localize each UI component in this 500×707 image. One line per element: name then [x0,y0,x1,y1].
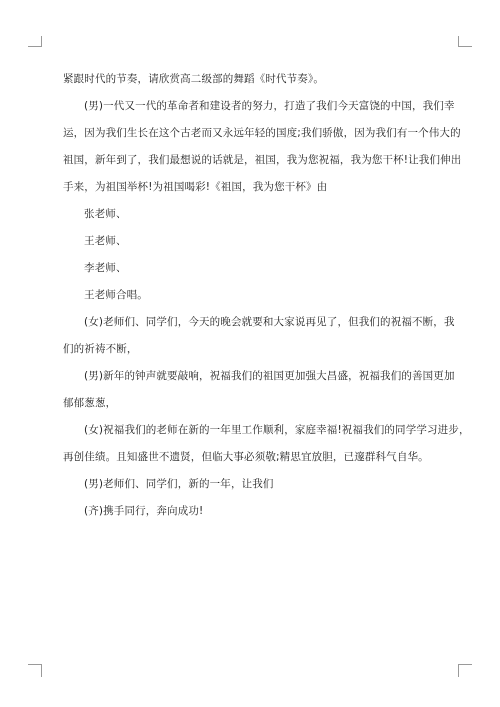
text-line: (齐)携手同行，奔向成功! [84,505,204,517]
text-line: 王老师合唱。 [84,289,148,301]
crop-mark-top-right [458,36,472,47]
text-line: (女)祝福我们的老师在新的一年里工作顺利，家庭幸福!祝福我们的同学学习进步， [84,424,470,436]
text-line: (男)一代又一代的革命者和建设者的努力，打造了我们今天富饶的中国，我们幸 [84,100,455,112]
text-line: 手来，为祖国举杯!为祖国喝彩!《祖国，我为您干杯》由 [63,181,328,193]
document-body [63,66,470,525]
text-line: 们的祈祷不断， [63,343,138,355]
text-line: 运，因为我们生长在这个古老而又永远年轻的国度;我们骄傲，因为我们有一个伟大的 [63,127,461,139]
text-line: 再创佳绩。且知盛世不遗贤，但临大事必须敬;精思宜放胆，已邃群科气自华。 [63,451,429,463]
text-line: 张老师、 [84,208,127,220]
text-line: 李老师、 [84,262,127,274]
text-line: 紧跟时代的节奏，请欣赏高二级部的舞蹈《时代节奏》。 [63,73,324,85]
text-line: 祖国，新年到了，我们最想说的话就是，祖国，我为您祝福，我为您干杯!让我们伸出 [63,154,462,166]
crop-mark-bottom-right [458,664,472,677]
text-line: (男)老师们、同学们，新的一年，让我们 [84,478,274,490]
text-line: 郁郁葱葱， [63,397,117,409]
text-line: (男)新年的钟声就要敲响，祝福我们的祖国更加强大昌盛，祝福我们的善国更加 [84,370,455,382]
crop-mark-top-left [28,36,42,47]
text-line: 王老师、 [84,235,127,247]
crop-mark-bottom-left [28,664,42,677]
text-line: (女)老师们、同学们，今天的晚会就要和大家说再见了，但我们的祝福不断，我 [84,316,455,328]
